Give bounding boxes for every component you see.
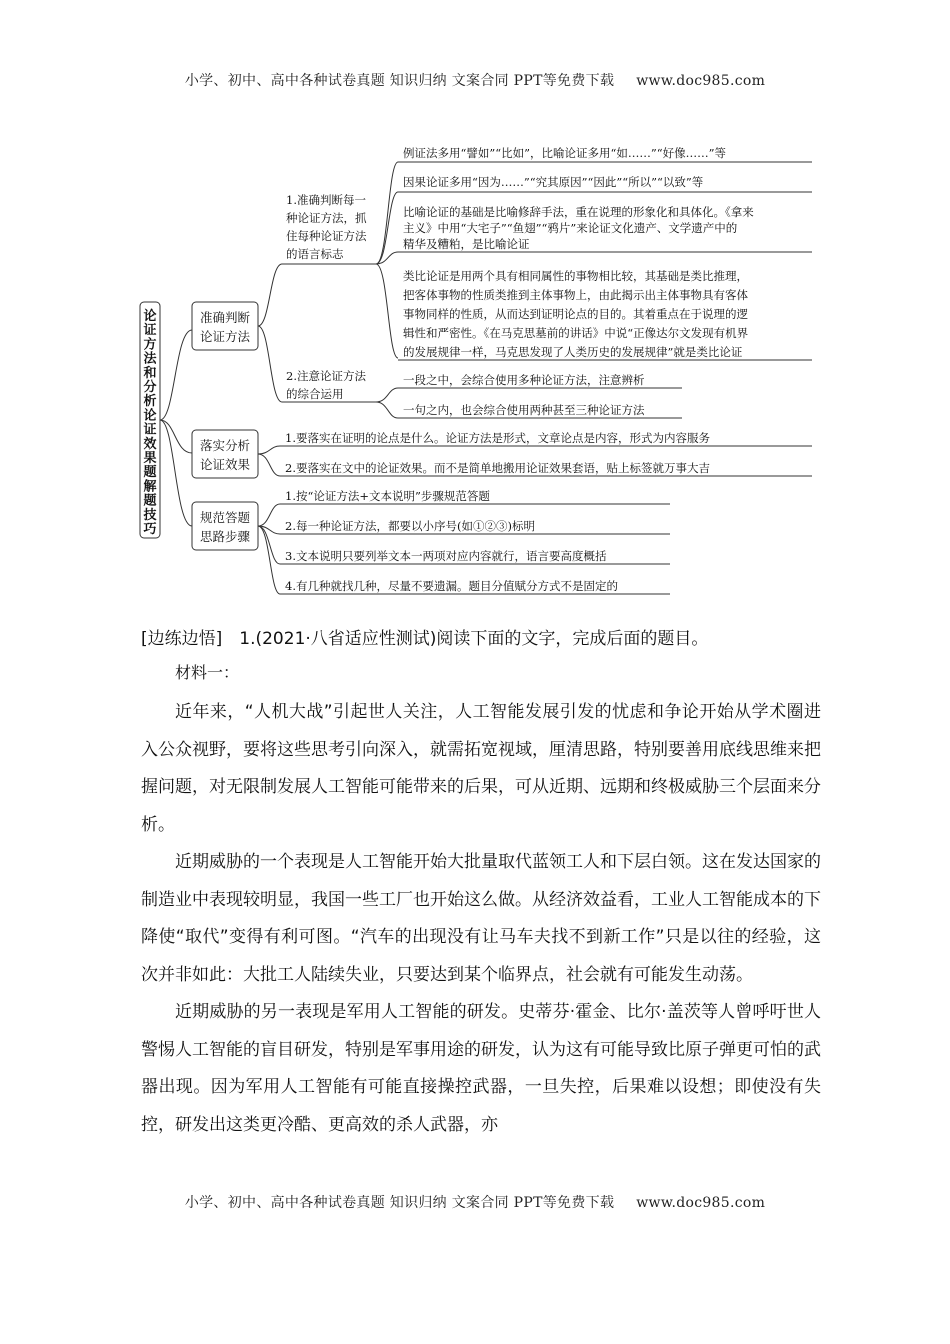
root-char: 题 <box>143 493 157 509</box>
connector <box>258 446 280 454</box>
sub1-label-line4: 的语言标志 <box>286 247 344 261</box>
leaf-text: 一段之中，会综合使用多种论证方法，注意辨析 <box>403 373 645 387</box>
root-char: 和 <box>143 365 157 381</box>
root-char: 析 <box>143 394 157 410</box>
connector <box>160 330 192 420</box>
leaf-text: 辑性和严密性。《在马克思墓前的讲话》中说“正像达尔文发现有机界 <box>403 326 749 340</box>
root-char: 技 <box>143 507 157 523</box>
root-char: 法 <box>143 351 157 367</box>
branch3-label-line1: 规范答题 <box>200 510 251 525</box>
leaf-text: 2.要落实在文中的论证效果。而不是简单地搬用论证效果套语，贴上标签就万事大吉 <box>285 461 710 475</box>
connector <box>376 264 398 358</box>
footer-url: www.doc985.com <box>636 1195 766 1211</box>
material-label: 材料一： <box>175 663 240 682</box>
material-body <box>141 694 821 1144</box>
leaf-text: 把客体事物的性质类推到主体事物上，由此揭示出主体事物具有客体 <box>403 288 748 302</box>
leaf-text: 1.要落实在证明的论点是什么。论证方法是形式，文章论点是内容，形式为内容服务 <box>285 431 710 445</box>
leaf-text: 4.有几种就找几种，尽量不要遗漏。题目分值赋分方式不是固定的 <box>285 579 618 593</box>
paragraph: 近年来，“人机大战”引起世人关注，人工智能发展引发的忧虑和争论开始从学术圈进入公众视野，要将这些思考引向深入，就需拓宽视域，厘清思路，特别要善用底线思维来把握问题，对无限制发展人工智能可能带来的后果，可从近期、远期和终极威胁三个层面来分析。 <box>141 702 821 835</box>
leaf-text: 2.每一种论证方法，都要以小序号(如①②③)标明 <box>285 519 535 533</box>
page-footer <box>0 1192 950 1212</box>
root-char: 题 <box>143 465 157 481</box>
branch1-label-line1: 准确判断 <box>200 310 251 325</box>
paragraph: 近期威胁的一个表现是人工智能开始大批量取代蓝领工人和下层白领。这在发达国家的制造业中表现较明显，我国一些工厂也开始这么做。从经济效益看，工业人工智能成本的下降使“取代”变得有利可图。“汽车的出现没有让马车夫找不到新工作”只是以往的经验，这次并非如此：大批工人陆续失业，只要达到某个临界点，社会就有可能发生动荡。 <box>141 852 821 985</box>
leaf-text: 类比论证是用两个具有相同属性的事物相比较，其基础是类比推理， <box>403 269 748 283</box>
root-char: 证 <box>143 422 157 438</box>
connector <box>376 162 398 264</box>
root-char: 果 <box>143 451 157 466</box>
header-title: 小学、初中、高中各种试卷真题 知识归纳 文案合同 PPT等免费下载 <box>184 73 615 89</box>
root-char: 证 <box>143 323 157 339</box>
leaf-text: 精华及糟粕，是比喻论证 <box>403 237 530 251</box>
leaf-text: 主义》中用“大宅子”“鱼翅”“鸦片”来论证文化遗产、文学遗产中的 <box>403 221 738 235</box>
question-line: [边练边悟] 1.(2021·八省适应性测试)阅读下面的文字，完成后面的题目。 <box>141 629 709 649</box>
sub1-label-line1: 1.准确判断每一 <box>286 193 366 207</box>
header-url: www.doc985.com <box>636 73 766 89</box>
root-char: 论 <box>143 309 157 324</box>
root-char: 解 <box>143 479 157 495</box>
connector <box>376 388 398 402</box>
connector <box>258 526 280 594</box>
footer-title: 小学、初中、高中各种试卷真题 知识归纳 文案合同 PPT等免费下载 <box>184 1195 615 1211</box>
branch1-label-line2: 论证方法 <box>200 329 251 344</box>
leaf-text: 1.按“论证方法+文本说明”步骤规范答题 <box>285 489 490 503</box>
connector <box>160 420 192 526</box>
leaf-text: 3.文本说明只要列举文本一两项对应内容就行，语言要高度概括 <box>285 549 607 563</box>
sub2-label-line2: 的综合运用 <box>286 387 344 401</box>
leaf-text: 因果论证多用“因为……”“究其原因”“因此”“所以”“以致”等 <box>403 175 704 189</box>
connector <box>258 326 282 402</box>
connector <box>258 504 280 526</box>
paragraph: 近期威胁的另一表现是军用人工智能的研发。史蒂芬·霍金、比尔·盖茨等人曾呼吁世人警惕人工智能的盲目研发，特别是军事用途的研发，认为这有可能导致比原子弹更可怕的武器出现。因为军用人工智能有可能直接操控武器，一旦失控，后果难以设想；即使没有失控，研发出这类更冷酷、更高效的杀人武器，亦 <box>141 1002 821 1135</box>
sub1-label-line3: 住每种论证方法 <box>286 229 367 243</box>
root-char: 分 <box>143 380 157 395</box>
leaf-text: 一句之内，也会综合使用两种甚至三种论证方法 <box>403 403 645 417</box>
connector <box>258 454 280 476</box>
root-char: 效 <box>143 436 157 452</box>
leaf-text: 比喻论证的基础是比喻修辞手法，重在说理的形象化和具体化。《拿来 <box>403 205 754 219</box>
sub2-label-line1: 2.注意论证方法 <box>286 369 366 383</box>
page-header <box>0 70 950 90</box>
connector <box>258 264 282 326</box>
mindmap-root-label <box>143 308 158 537</box>
leaf-text: 的发展规律一样，马克思发现了人类历史的发展规律”就是类比论证 <box>403 345 743 359</box>
leaf-text: 例证法多用“譬如”“比如”，比喻论证多用“如……”“好像……”等 <box>403 146 727 160</box>
connector <box>376 402 398 418</box>
connector <box>376 192 398 264</box>
branch2-label-line1: 落实分析 <box>200 438 251 453</box>
root-char: 巧 <box>143 522 157 537</box>
root-char: 方 <box>143 337 157 353</box>
root-char: 论 <box>143 408 157 424</box>
mind-map <box>130 138 820 608</box>
branch2-label-line2: 论证效果 <box>200 457 251 472</box>
branch3-label-line2: 思路步骤 <box>200 529 251 544</box>
sub1-label-line2: 种论证方法，抓 <box>286 211 367 225</box>
leaf-text: 事物同样的性质，从而达到证明论点的目的。其着重点在于说理的逻 <box>403 307 748 321</box>
